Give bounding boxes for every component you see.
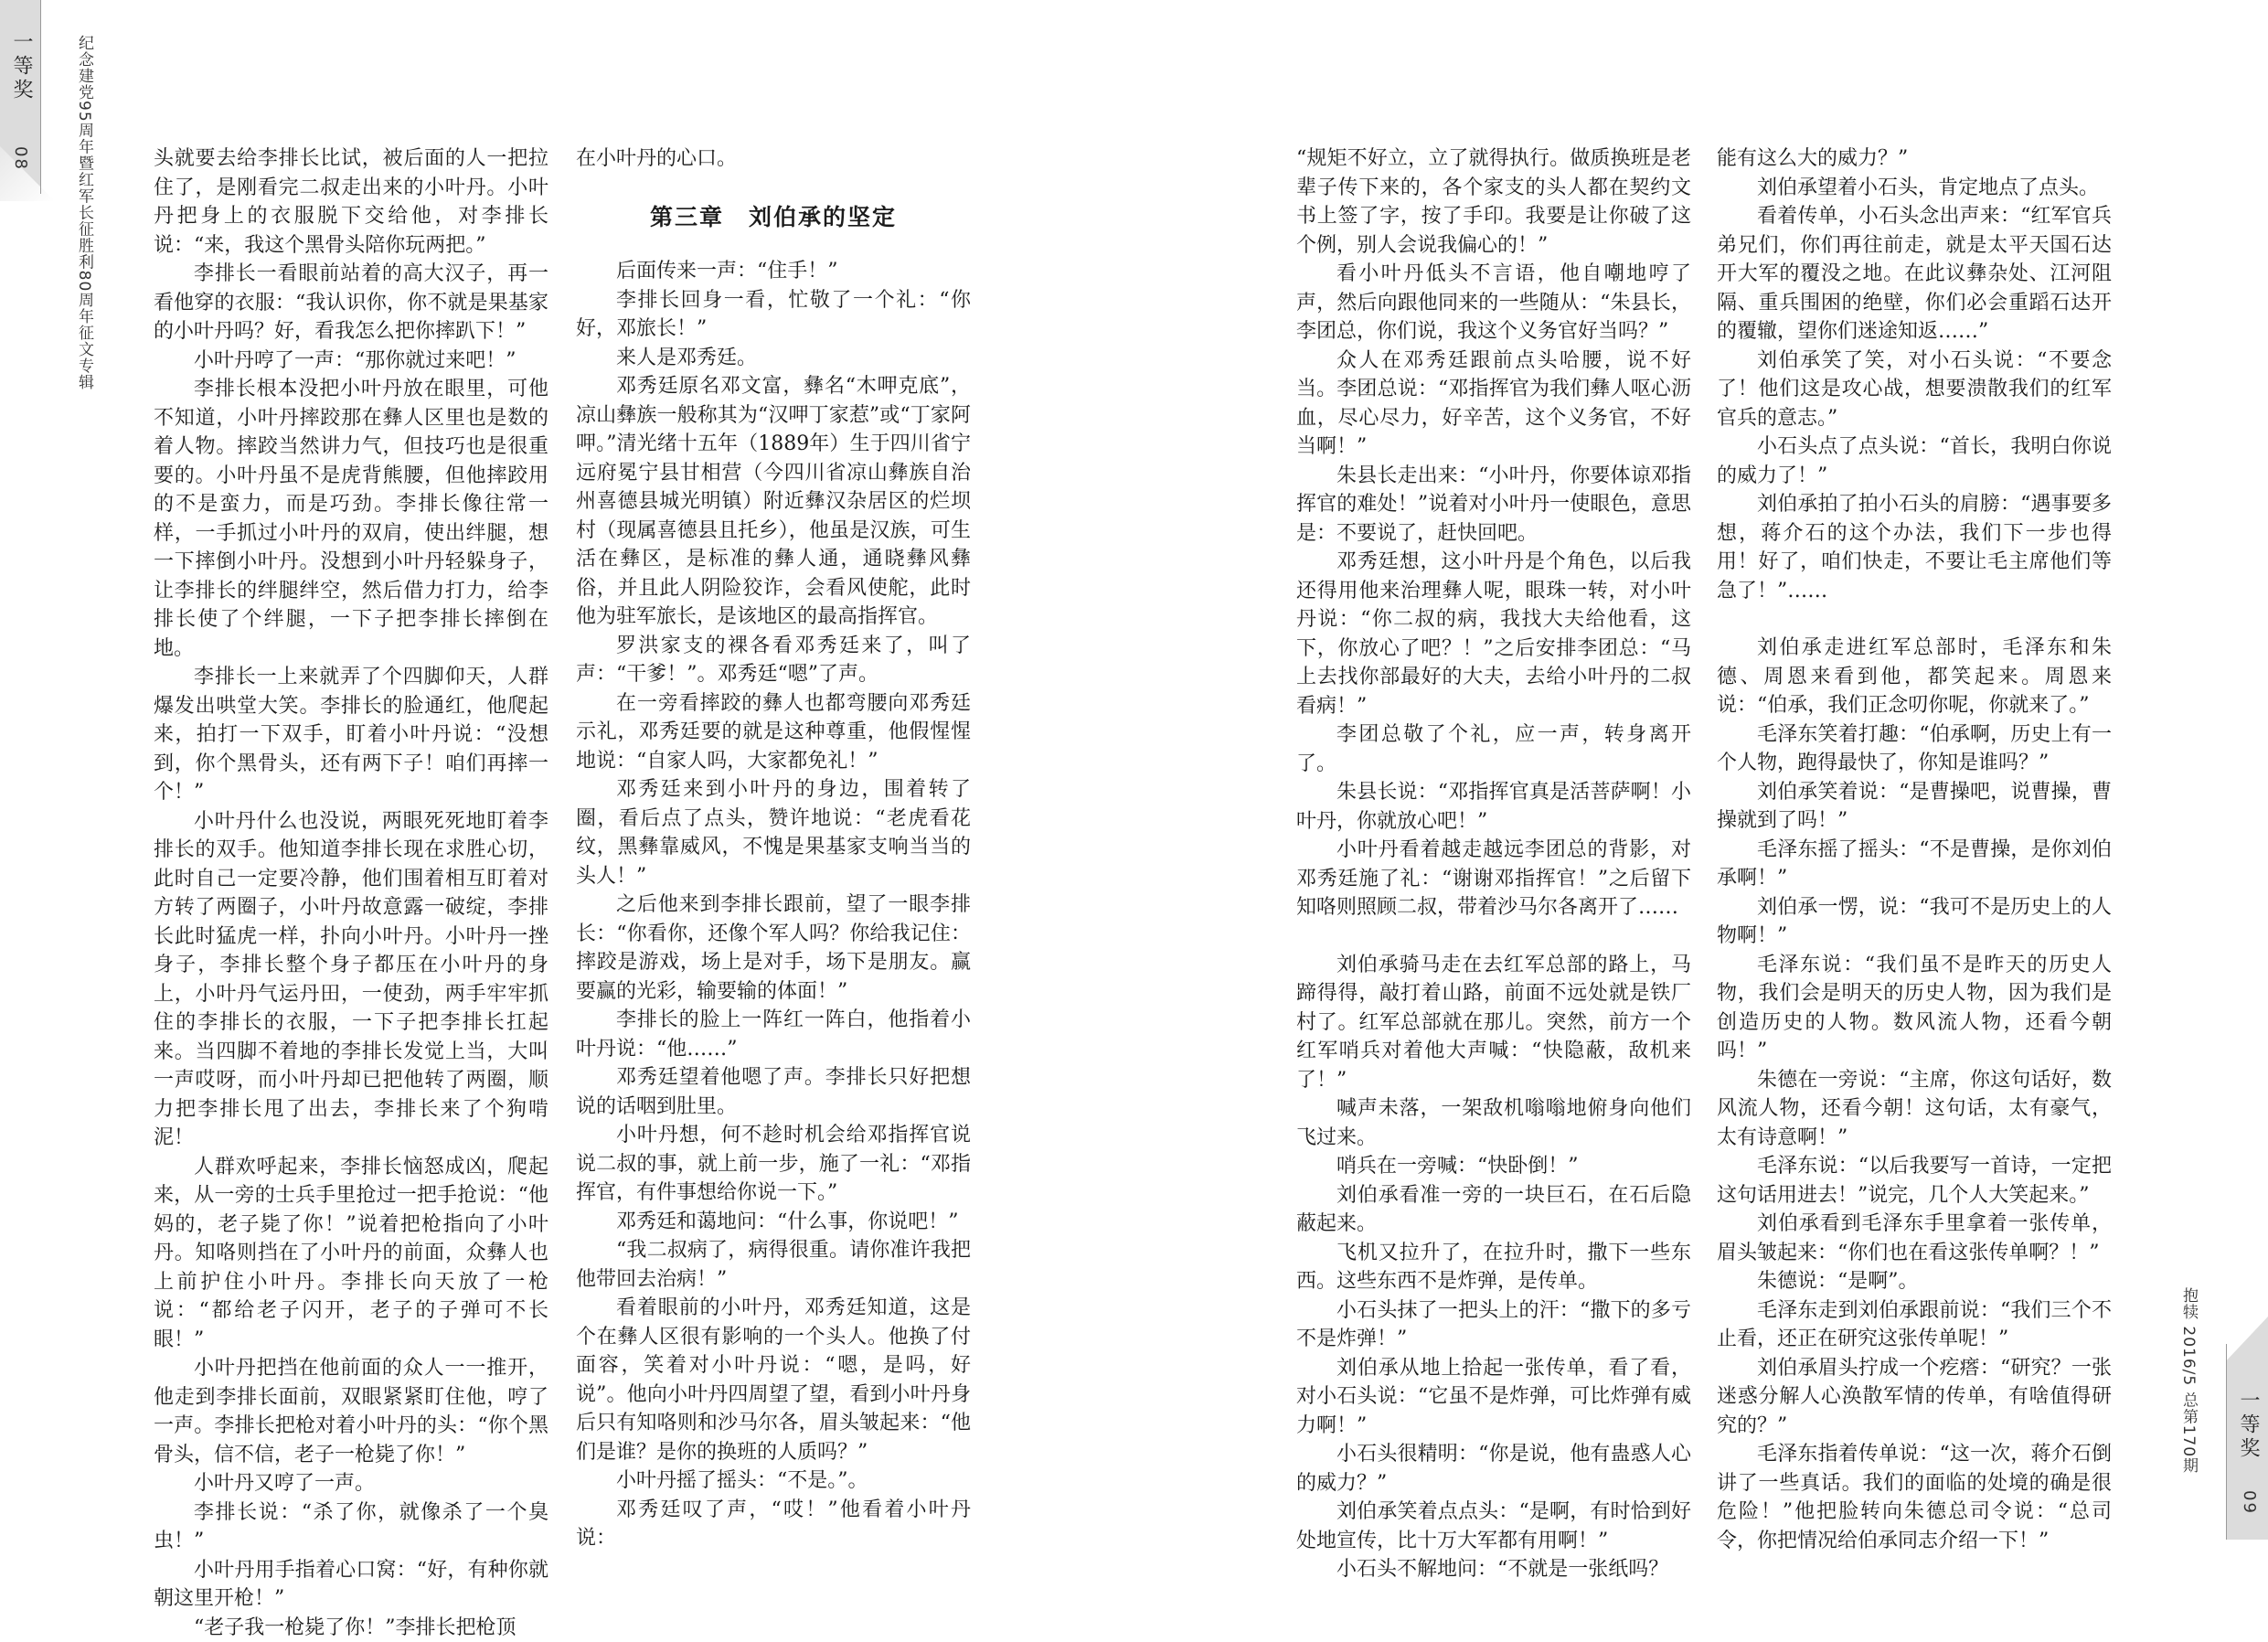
paragraph: 刘伯承看准一旁的一块巨石，在石后隐蔽起来。 <box>1296 1181 1691 1239</box>
left-award-label: 一等奖 <box>7 31 36 102</box>
left-page-column-1 <box>154 144 548 1642</box>
paragraph: 朱县长走出来：“小叶丹，你要体谅邓指挥官的难处！”说着对小叶丹一使眼色，意思是：不要说了，赶快回吧。 <box>1296 462 1691 549</box>
paragraph: 李排长回身一看，忙敬了一个礼：“你好，邓旅长！” <box>576 286 971 344</box>
paragraph: 小叶丹看着越走越远李团总的背影，对邓秀廷施了礼：“谢谢邓指挥官！”之后留下知咯则照顾二叔，带着沙马尔各离开了…… <box>1296 836 1691 922</box>
paragraph: “老子我一枪毙了你！”李排长把枪顶 <box>154 1614 548 1642</box>
right-page-column-1 <box>1296 144 1691 1584</box>
paragraph: 看小叶丹低头不言语，他自嘲地哼了声，然后向跟他同来的一些随从：“朱县长，李团总，你们说，我这个义务官好当吗？” <box>1296 260 1691 347</box>
paragraph: 刘伯承笑了笑，对小石头说：“不要念了！他们这是攻心战，想要溃散我们的红军官兵的意志。” <box>1717 347 2112 433</box>
paragraph: 李排长一看眼前站着的高大汉子，再一看他穿的衣服：“我认识你，你不就是果基家的小叶丹吗？好，看我怎么把你摔趴下！” <box>154 260 548 347</box>
chapter-body <box>576 257 971 1553</box>
paragraph: 毛泽东指着传单说：“这一次，蒋介石倒讲了一些真话。我们的面临的处境的确是很危险！”他把脸转向朱德总司令说：“总司令，你把情况给伯承同志介绍一下！” <box>1717 1440 2112 1555</box>
paragraph: 邓秀廷来到小叶丹的身边，围着转了圈，看后点了点头，赞许地说：“老虎看花纹，黑彝靠威风，不愧是果基家支响当当的头人！” <box>576 775 971 890</box>
paragraph: 人群欢呼起来，李排长恼怒成凶，爬起来，从一旁的士兵手里抢过一把手抢说：“他妈的，老子毙了你！”说着把枪指向了小叶丹。知咯则挡在了小叶丹的前面，众彝人也上前护住小叶丹。李排长向天放了一枪说：“都给老子闪开，老子的子弹可不长眼！” <box>154 1153 548 1355</box>
right-award-label: 一等奖 <box>2234 1390 2263 1461</box>
paragraph: 刘伯承眉头拧成一个疙瘩：“研究？一张迷惑分解人心涣散军情的传单，有啥值得研究的？” <box>1717 1354 2112 1441</box>
paragraph: 刘伯承走进红军总部时，毛泽东和朱德、周恩来看到他，都笑起来。周恩来说：“伯承，我们正念叨你呢，你就来了。” <box>1717 634 2112 720</box>
paragraph: 小石头很精明：“你是说，他有蛊惑人心的威力？” <box>1296 1440 1691 1498</box>
paragraph: 毛泽东走到刘伯承跟前说：“我们三个不止看，还正在研究这张传单呢！” <box>1717 1296 2112 1354</box>
paragraph: 刘伯承笑着说：“是曹操吧，说曹操，曹操就到了吗！” <box>1717 778 2112 836</box>
left-page-column-2 <box>576 144 971 1553</box>
paragraph: 邓秀廷原名邓文富，彝名“木呷克底”，凉山彝族一般称其为“汉呷丁家惹”或“丁家阿呷。”清光绪十五年（1889年）生于四川省宁远府冕宁县甘相营（今四川省凉山彝族自治州喜德县城光明镇）附近彝汉杂居区的烂坝村（现属喜德县且托乡），他虽是汉族，可生活在彝区，是标准的彝人通，通晓彝风彝俗，并且此人阴险狡诈，会看风使舵，此时他为驻军旅长，是该地区的最高指挥官。 <box>576 372 971 632</box>
right-page-column-2 <box>1717 144 2112 1555</box>
paragraph: 朱德在一旁说：“主席，你这句话好，数风流人物，还看今朝！这句话，太有豪气，太有诗意啊！” <box>1717 1066 2112 1153</box>
paragraph: 哨兵在一旁喊：“快卧倒！” <box>1296 1152 1691 1181</box>
paragraph: 小叶丹什么也没说，两眼死死地盯着李排长的双手。他知道李排长现在求胜心切，此时自己一定要冷静，他们围着相互盯着对方转了两圈子，小叶丹故意露一破绽，李排长此时猛虎一样，扑向小叶丹。小叶丹一挫身子，李排长整个身子都压在小叶丹的身上，小叶丹气运丹田，一使劲，两手牢牢抓住的李排长的衣服，一下子把李排长扛起来。当四脚不着地的李排长发觉上当，大叫一声哎呀，而小叶丹却已把他转了两圈，顺力把李排长甩了出去，李排长来了个狗啃泥！ <box>154 807 548 1153</box>
paragraph: 小叶丹用手指着心口窝：“好，有种你就朝这里开枪！” <box>154 1556 548 1614</box>
paragraph: 毛泽东摇了摇头：“不是曹操，是你刘伯承啊！” <box>1717 836 2112 893</box>
paragraph: 众人在邓秀廷跟前点头哈腰，说不好当。李团总说：“邓指挥官为我们彝人呕心沥血，尽心尽力，好辛苦，这个义务官，不好当啊！” <box>1296 347 1691 462</box>
left-margin-rule <box>40 0 41 194</box>
paragraph: “规矩不好立，立了就得执行。做质换班是老辈子传下来的，各个家支的头人都在契约文书上签了字，按了手印。我要是让你破了这个例，别人会说我偏心的！” <box>1296 144 1691 260</box>
paragraph: 邓秀廷叹了声，“哎！”他看着小叶丹说： <box>576 1496 971 1553</box>
series-title: 纪念建党95周年暨红军长征胜利80周年征文专辑 <box>73 35 96 390</box>
left-page-number: 08 <box>11 146 30 171</box>
right-margin-rule <box>2226 1344 2227 1540</box>
paragraph: 李团总敬了个礼，应一声，转身离开了。 <box>1296 720 1691 778</box>
issue-info: 抱犊 2016/5 总第170期 <box>2177 1287 2200 1474</box>
paragraph: 能有这么大的威力？” <box>1717 144 2112 174</box>
paragraph: 飞机又拉升了，在拉升时，撒下一些东西。这些东西不是炸弹，是传单。 <box>1296 1239 1691 1296</box>
paragraph: 在小叶丹的心口。 <box>576 144 971 174</box>
paragraph: 朱德说：“是啊”。 <box>1717 1267 2112 1296</box>
paragraph: 喊声未落，一架敌机嗡嗡地俯身向他们飞过来。 <box>1296 1094 1691 1152</box>
paragraph: “我二叔病了，病得很重。请你准许我把他带回去治病！” <box>576 1236 971 1294</box>
paragraph: 在一旁看摔跤的彝人也都弯腰向邓秀廷示礼，邓秀廷要的就是这种尊重，他假惺惺地说：“自家人吗，大家都免礼！” <box>576 689 971 776</box>
right-page-number: 09 <box>2240 1490 2259 1515</box>
paragraph: 小石头不解地问：“不就是一张纸吗？ <box>1296 1555 1691 1584</box>
paragraph: 小叶丹哼了一声：“那你就过来吧！” <box>154 347 548 376</box>
paragraph: 看着传单，小石头念出声来：“红军官兵弟兄们，你们再往前走，就是太平天国石达开大军的覆没之地。在此议彝杂处、江河阻隔、重兵围困的绝壁，你们必会重蹈石达开的覆辙，望你们迷途知返……” <box>1717 202 2112 347</box>
paragraph: 邓秀廷望着他嗯了声。李排长只好把想说的话咽到肚里。 <box>576 1063 971 1121</box>
paragraph: 邓秀廷和蔼地问：“什么事，你说吧！” <box>576 1208 971 1237</box>
paragraph: 刘伯承骑马走在去红军总部的路上，马蹄得得，敲打着山路，前面不远处就是铁厂村了。红军总部就在那儿。突然，前方一个红军哨兵对着他大声喊：“快隐蔽，敌机来了！” <box>1296 951 1691 1095</box>
paragraph: 刘伯承笑着点点头：“是啊，有时恰到好处地宣传，比十万大军都有用啊！” <box>1296 1498 1691 1555</box>
paragraph: 毛泽东说：“我们虽不是昨天的历史人物，我们会是明天的历史人物，因为我们是创造历史的人物。数风流人物，还看今朝吗！” <box>1717 951 2112 1066</box>
paragraph: 李排长的脸上一阵红一阵白，他指着小叶丹说：“他……” <box>576 1006 971 1063</box>
paragraph: 刘伯承一愣，说：“我可不是历史上的人物啊！” <box>1717 893 2112 951</box>
paragraph: 毛泽东笑着打趣：“伯承啊，历史上有一个人物，跑得最快了，你知是谁吗？” <box>1717 720 2112 778</box>
paragraph: 刘伯承望着小石头，肯定地点了点头。 <box>1717 174 2112 203</box>
paragraph: 来人是邓秀廷。 <box>576 344 971 373</box>
paragraph: 李排长一上来就弄了个四脚仰天，人群爆发出哄堂大笑。李排长的脸通红，他爬起来，拍打一下双手，盯着小叶丹说：“没想到，你个黑骨头，还有两下子！咱们再摔一个！” <box>154 663 548 807</box>
paragraph: 刘伯承看到毛泽东手里拿着一张传单，眉头皱起来：“你们也在看这张传单啊？！” <box>1717 1210 2112 1267</box>
paragraph: 朱县长说：“邓指挥官真是活菩萨啊！小叶丹，你就放心吧！” <box>1296 778 1691 836</box>
chapter-title: 第三章 刘伯承的坚定 <box>576 203 971 232</box>
paragraph: 之后他来到李排长跟前，望了一眼李排长：“你看你，还像个军人吗？你给我记住：摔跤是游戏，场上是对手，场下是朋友。赢要赢的光彩，输要输的体面！” <box>576 890 971 1006</box>
paragraph: 头就要去给李排长比试，被后面的人一把拉住了，是刚看完二叔走出来的小叶丹。小叶丹把身上的衣服脱下交给他，对李排长说：“来，我这个黑骨头陪你玩两把。” <box>154 144 548 260</box>
paragraph: 小石头抹了一把头上的汗：“撒下的多亏不是炸弹！” <box>1296 1296 1691 1354</box>
paragraph: 毛泽东说：“以后我要写一首诗，一定把这句话用进去！”说完，几个人大笑起来。” <box>1717 1152 2112 1210</box>
paragraph: 邓秀廷想，这小叶丹是个角色，以后我还得用他来治理彝人呢，眼珠一转，对小叶丹说：“你二叔的病，我找大夫给他看，这下，你放心了吧？！”之后安排李团总：“马上去找你部最好的大夫，去给小叶丹的二叔看病！” <box>1296 548 1691 720</box>
paragraph: 刘伯承从地上拾起一张传单，看了看，对小石头说：“它虽不是炸弹，可比炸弹有威力啊！” <box>1296 1354 1691 1441</box>
paragraph: 看着眼前的小叶丹，邓秀廷知道，这是个在彝人区很有影响的一个头人。他换了付面容，笑着对小叶丹说：“嗯，是吗，好说”。他向小叶丹四周望了望，看到小叶丹身后只有知咯则和沙马尔各，眉头皱起来：“他们是谁？是你的换班的人质吗？” <box>576 1294 971 1466</box>
paragraph: 刘伯承拍了拍小石头的肩膀：“遇事要多想，蒋介石的这个办法，我们下一步也得用！好了，咱们快走，不要让毛主席他们等急了！”…… <box>1717 490 2112 605</box>
paragraph: 李排长根本没把小叶丹放在眼里，可他不知道，小叶丹摔跤那在彝人区里也是数的着人物。摔跤当然讲力气，但技巧也是很重要的。小叶丹虽不是虎背熊腰，但他摔跤用的不是蛮力，而是巧劲。李排长像往常一样，一手抓过小叶丹的双肩，使出绊腿，想一下摔倒小叶丹。没想到小叶丹轻躲身子，让李排长的绊腿绊空，然后借力打力，给李排长使了个绊腿，一下子把李排长摔倒在地。 <box>154 375 548 663</box>
paragraph: 小叶丹又哼了一声。 <box>154 1469 548 1498</box>
paragraph: 小叶丹想，何不趁时机会给邓指挥官说说二叔的事，就上前一步，施了一礼：“邓指挥官，有件事想给你说一下。” <box>576 1121 971 1208</box>
paragraph: 罗洪家支的裸各看邓秀廷来了，叫了声：“干爹！”。邓秀廷“嗯”了声。 <box>576 632 971 689</box>
paragraph: 后面传来一声：“住手！” <box>576 257 971 286</box>
paragraph: 小叶丹把挡在他前面的众人一一推开，他走到李排长面前，双眼紧紧盯住他，哼了一声。李排长把枪对着小叶丹的头：“你个黑骨头，信不信，老子一枪毙了你！” <box>154 1354 548 1469</box>
paragraph: 小叶丹摇了摇头：“不是。”。 <box>576 1466 971 1496</box>
paragraph: 小石头点了点头说：“首长，我明白你说的威力了！” <box>1717 432 2112 490</box>
paragraph: 李排长说：“杀了你，就像杀了一个臭虫！” <box>154 1498 548 1556</box>
